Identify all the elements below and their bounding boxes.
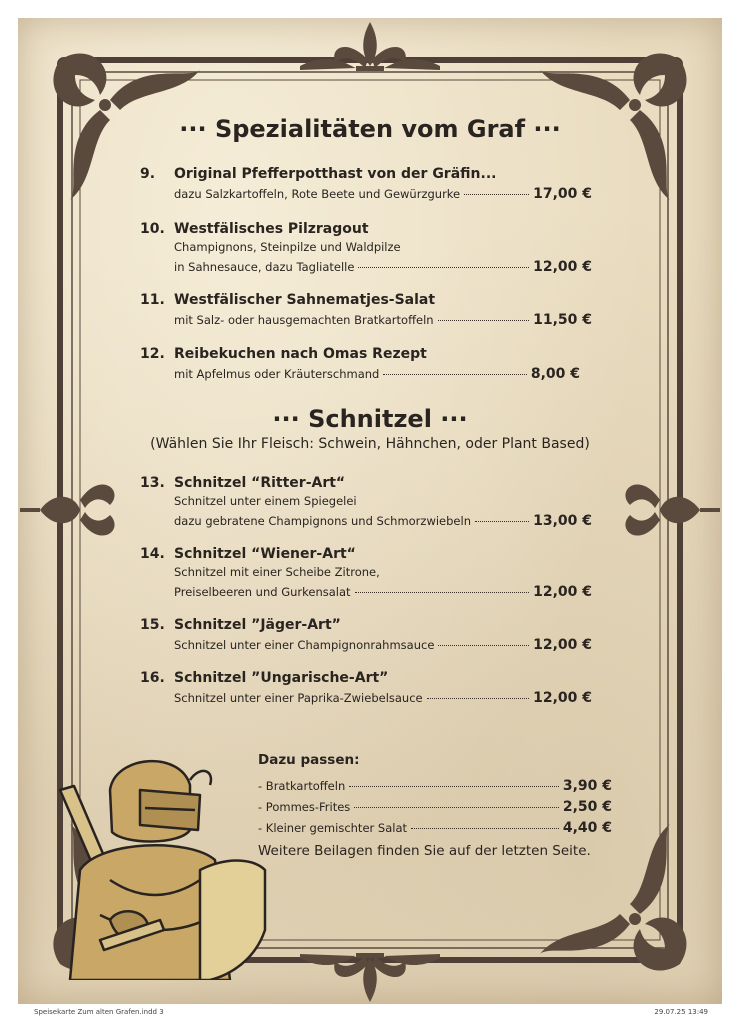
- side-dishes: [258, 752, 612, 859]
- item-name: Original Pfefferpotthast von der Gräfin...: [174, 166, 497, 182]
- side-dish-price: 4,40 €: [562, 820, 612, 836]
- dot-leader: [355, 592, 530, 593]
- item-number: 14.: [140, 546, 165, 562]
- item-price: 17,00 €: [533, 186, 592, 202]
- dot-leader: [475, 521, 529, 522]
- dot-leader: [438, 645, 529, 646]
- side-dish-name: - Kleiner gemischter Salat: [258, 821, 408, 835]
- scroll-ornament-icon: [20, 484, 115, 535]
- item-price-row: [174, 312, 592, 328]
- side-dish-price: 2,50 €: [562, 799, 612, 815]
- item-number: 10.: [140, 221, 165, 237]
- item-description: Preiselbeeren und Gurkensalat: [174, 585, 351, 599]
- item-name: Schnitzel “Ritter-Art“: [174, 475, 346, 491]
- item-number: 16.: [140, 670, 165, 686]
- item-name: Schnitzel “Wiener-Art“: [174, 546, 356, 562]
- item-description: dazu Salzkartoffeln, Rote Beete und Gewürzgurke: [174, 187, 461, 201]
- side-dish-name: - Bratkartoffeln: [258, 779, 346, 793]
- fleur-de-lis-ornament-icon: [300, 22, 440, 71]
- item-name: Westfälischer Sahnematjes-Salat: [174, 292, 436, 308]
- item-number: 11.: [140, 292, 165, 308]
- item-price-row: [174, 513, 592, 529]
- item-price: 12,00 €: [533, 690, 592, 706]
- item-description: Schnitzel unter einer Champignonrahmsauce: [174, 638, 435, 652]
- dot-leader: [383, 374, 526, 375]
- item-price-row: [174, 690, 592, 706]
- dot-leader: [411, 828, 559, 829]
- dot-leader: [438, 320, 530, 321]
- item-description: mit Apfelmus oder Kräuterschmand: [174, 367, 380, 381]
- item-price: 12,00 €: [533, 584, 592, 600]
- item-price-row: [174, 637, 592, 653]
- item-price: 8,00 €: [530, 366, 580, 382]
- dot-leader: [349, 786, 559, 787]
- side-dish-price: 3,90 €: [562, 778, 612, 794]
- dot-leader: [464, 194, 529, 195]
- item-name: Schnitzel ”Ungarische-Art”: [174, 670, 389, 686]
- side-dish-row: [258, 820, 612, 837]
- side-dishes-title: Dazu passen:: [258, 752, 360, 768]
- dot-leader: [427, 698, 529, 699]
- item-price-row: [174, 259, 592, 275]
- item-number: 13.: [140, 475, 165, 491]
- item-description: dazu gebratene Champignons und Schmorzwiebeln: [174, 514, 471, 528]
- item-number: 15.: [140, 617, 165, 633]
- dot-leader: [358, 267, 529, 268]
- item-number: 9.: [140, 166, 156, 182]
- item-description: Schnitzel mit einer Scheibe Zitrone,: [174, 565, 380, 579]
- item-number: 12.: [140, 346, 165, 362]
- knight-with-sword-and-shield-icon: [40, 750, 280, 980]
- item-name: Reibekuchen nach Omas Rezept: [174, 346, 427, 362]
- item-price: 11,50 €: [533, 312, 592, 328]
- side-dishes-note: Weitere Beilagen finden Sie auf der letzten Seite.: [258, 843, 591, 859]
- section-subtitle: (Wählen Sie Ihr Fleisch: Schwein, Hähnchen, oder Plant Based): [150, 436, 590, 452]
- item-name: Westfälisches Pilzragout: [174, 221, 369, 237]
- item-price-row: [174, 584, 592, 600]
- item-price-row: [174, 366, 580, 382]
- item-description: Schnitzel unter einer Paprika-Zwiebelsauce: [174, 691, 423, 705]
- item-description: Schnitzel unter einem Spiegelei: [174, 494, 357, 508]
- item-price: 12,00 €: [533, 259, 592, 275]
- section-title-specialties: ··· Spezialitäten vom Graf ···: [179, 115, 561, 143]
- item-description: Champignons, Steinpilze und Waldpilze: [174, 240, 401, 254]
- item-description: in Sahnesauce, dazu Tagliatelle: [174, 260, 355, 274]
- item-price: 12,00 €: [533, 637, 592, 653]
- side-dish-row: [258, 799, 612, 816]
- dot-leader: [354, 807, 559, 808]
- item-price-row: [174, 186, 592, 202]
- side-dish-name: - Pommes-Frites: [258, 800, 351, 814]
- print-slug-timestamp: 29.07.25 13:49: [654, 1008, 708, 1016]
- item-price: 13,00 €: [533, 513, 592, 529]
- item-name: Schnitzel ”Jäger-Art”: [174, 617, 341, 633]
- item-description: mit Salz- oder hausgemachten Bratkartoffeln: [174, 313, 434, 327]
- side-dish-row: [258, 778, 612, 795]
- print-slug-filename: Speisekarte Zum alten Grafen.indd 3: [34, 1008, 164, 1016]
- section-title-schnitzel: ··· Schnitzel ···: [272, 405, 468, 433]
